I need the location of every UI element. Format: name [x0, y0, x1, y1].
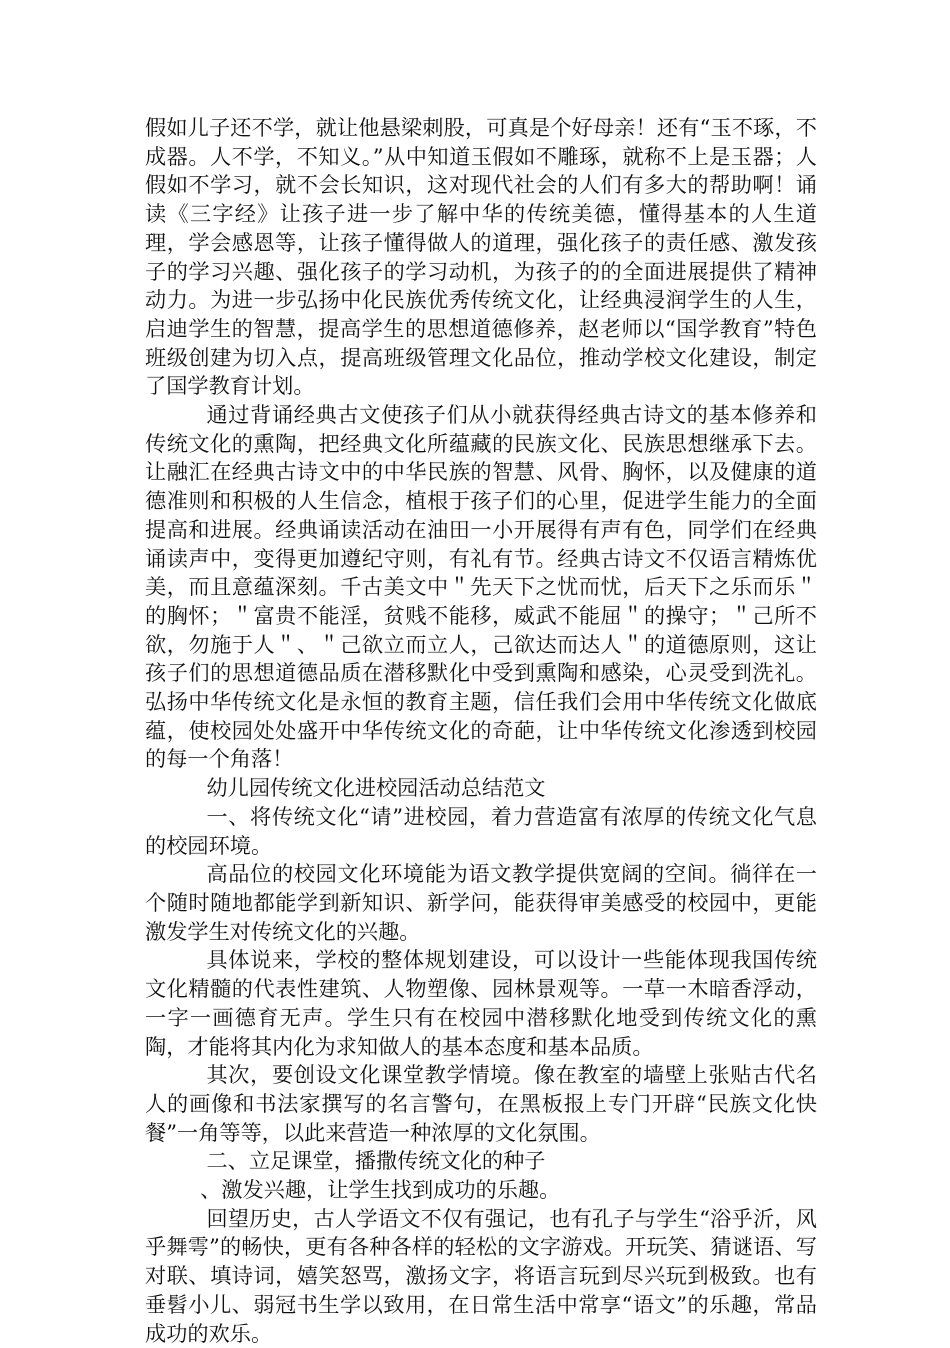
- paragraph-campus-environment: 高品位的校园文化环境能为语文教学提供宽阔的空间。徜徉在一个随时随地都能学到新知识、新学问，能获得审美感受的校园中，更能激发学生对传统文化的兴趣。: [145, 861, 817, 944]
- subsection-heading: 、激发兴趣，让学生找到成功的乐趣。: [200, 1177, 561, 1203]
- article-title: 幼儿园传统文化进校园活动总结范文: [206, 775, 546, 801]
- paragraph-classroom-context: 其次，要创设文化课堂教学情境。像在教室的墙壁上张贴古代名人的画像和书法家撰写的名言警句，在黑板报上专门开辟“民族文化快餐”一角等等，以此来营造一种浓厚的文化氛围。: [145, 1062, 817, 1145]
- paragraph-classic-recitation: 通过背诵经典古文使孩子们从小就获得经典古诗文的基本修养和传统文化的熏陶，把经典文化所蕴藏的民族文化、民族思想继承下去。让融汇在经典古诗文中的中华民族的智慧、风骨、胸怀，以及健康的道德准则和积极的人生信念，植根于孩子们的心里，促进学生能力的全面提高和进展。经典诵读活动在油田一小开展得有声有色，同学们在经典诵读声中，变得更加遵纪守则，有礼有节。经典古诗文不仅语言精炼优美，而且意蕴深刻。千古美文中＂先天下之忧而忧，后天下之乐而乐＂的胸怀；＂富贵不能淫，贫贱不能移，威武不能屈＂的操守；＂己所不欲，勿施于人＂、＂己欲立而立人，己欲达而达人＂的道德原则，这让孩子们的思想道德品质在潜移默化中受到熏陶和感染，心灵受到洗礼。弘扬中华传统文化是永恒的教育主题，信任我们会用中华传统文化做底蕴，使校园处处盛开中华传统文化的奇葩，让中华传统文化渗透到校园的每一个角落！: [145, 402, 817, 772]
- document-page: [145, 114, 817, 1348]
- paragraph-sanzijing: 假如儿子还不学，就让他悬梁刺股，可真是个好母亲！还有“玉不琢，不成器。人不学，不知义。”从中知道玉假如不雕琢，就称不上是玉器；人假如不学习，就不会长知识，这对现代社会的人们有多大的帮助啊！诵读《三字经》让孩子进一步了解中华的传统美德，懂得基本的人生道理，学会感恩等，让孩子懂得做人的道理，强化孩子的责任感、激发孩子的学习兴趣、强化孩子的学习动机，为孩子的的全面进展提供了精神动力。为进一步弘扬中化民族优秀传统文化，让经典浸润学生的人生，启迪学生的智慧，提高学生的思想道德修养，赵老师以“国学教育”特色班级创建为切入点，提高班级管理文化品位，推动学校文化建设，制定了国学教育计划。: [145, 115, 817, 399]
- section-heading-2: 二、立足课堂，播撒传统文化的种子: [206, 1148, 546, 1174]
- section-heading-1: 一、将传统文化“请”进校园，着力营造富有浓厚的传统文化气息的校园环境。: [145, 803, 817, 858]
- paragraph-history: 回望历史，古人学语文不仅有强记，也有孔子与学生“浴乎沂，风乎舞雩”的畅快，更有各种各样的轻松的文字游戏。开玩笑、猜谜语、写对联、填诗词，嬉笑怒骂，激扬文字，将语言玩到尽兴玩到极致。也有垂髫小儿、弱冠书生学以致用，在日常生活中常享“语文”的乐趣，常品成功的欢乐。: [145, 1205, 817, 1346]
- paragraph-planning: 具体说来，学校的整体规划建设，可以设计一些能体现我国传统文化精髓的代表性建筑、人物塑像、园林景观等。一草一木暗香浮动，一字一画德育无声。学生只有在校园中潜移默化地受到传统文化的熏陶，才能将其内化为求知做人的基本态度和基本品质。: [145, 947, 817, 1059]
